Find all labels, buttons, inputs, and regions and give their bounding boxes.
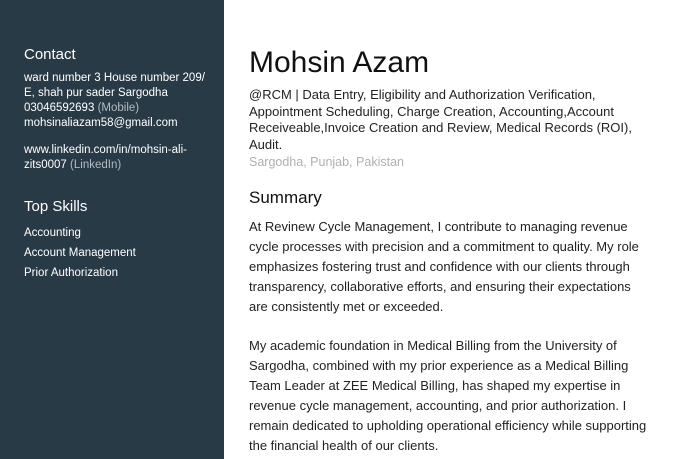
summary-paragraph: [249, 217, 659, 317]
top-skills-heading: Top Skills: [24, 198, 88, 215]
summary-line: Team Leader at ZEE Medical Billing, has shaped my expertise in: [249, 378, 621, 393]
linkedin-line[interactable]: [24, 158, 214, 173]
summary-paragraph: [249, 336, 659, 456]
summary-line: the financial health of our clients.: [249, 438, 439, 453]
phone-line: [24, 101, 214, 116]
location: Sargodha, Punjab, Pakistan: [249, 155, 404, 169]
headline-line: Appointment Scheduling, Charge Creation, Accounting,Account: [249, 103, 614, 119]
contact-heading: Contact: [24, 46, 76, 63]
headline-line: Audit.: [249, 136, 283, 152]
skill-item: Prior Authorization: [24, 267, 118, 279]
summary-line: transparency, collaborative efforts, and ensuring their expectations: [249, 279, 631, 294]
headline: [249, 87, 659, 153]
skill-item: Account Management: [24, 247, 136, 259]
phone-label: (Mobile): [97, 102, 140, 114]
summary-line: My academic foundation in Medical Billing from the University of: [249, 338, 617, 353]
linkedin-link-cont[interactable]: zits0007: [24, 159, 67, 171]
phone-number: 03046592693: [24, 102, 95, 114]
sidebar: [0, 0, 224, 459]
summary-line: Sargodha, combined with my prior experience as a Medical Billing: [249, 358, 629, 373]
linkedin-link[interactable]: www.linkedin.com/in/mohsin-ali-: [24, 144, 187, 156]
summary-title: Summary: [249, 188, 322, 207]
summary-line: remain dedicated to upholding operational efficiency while supporting: [249, 418, 647, 433]
headline-line: Receiveable,Invoice Creation and Review, Medical Records (ROI),: [249, 120, 632, 135]
profile-name: Mohsin Azam: [249, 46, 430, 79]
address-line: E, shah pur sader Sargodha: [24, 87, 168, 99]
address-line: ward number 3 House number 209/: [24, 72, 205, 84]
skill-item: Accounting: [24, 227, 81, 239]
summary-line: At Revinew Cycle Management, I contribute to managing revenue: [249, 219, 628, 234]
summary-line: are consistently met or exceeded.: [249, 299, 444, 314]
headline-line: @RCM | Data Entry, Eligibility and Authorization Verification,: [249, 87, 596, 102]
main-content: [249, 45, 659, 456]
linkedin-label: (LinkedIn): [70, 159, 122, 171]
summary-line: emphasizes fostering trust and confidence with our clients through: [249, 259, 630, 274]
summary-line: cycle processes with precision and a commitment to quality. My role: [249, 239, 639, 254]
email-link[interactable]: mohsinaliazam58@gmail.com: [24, 117, 178, 129]
summary-line: revenue cycle management, accounting, and prior authorization. I: [249, 398, 627, 413]
